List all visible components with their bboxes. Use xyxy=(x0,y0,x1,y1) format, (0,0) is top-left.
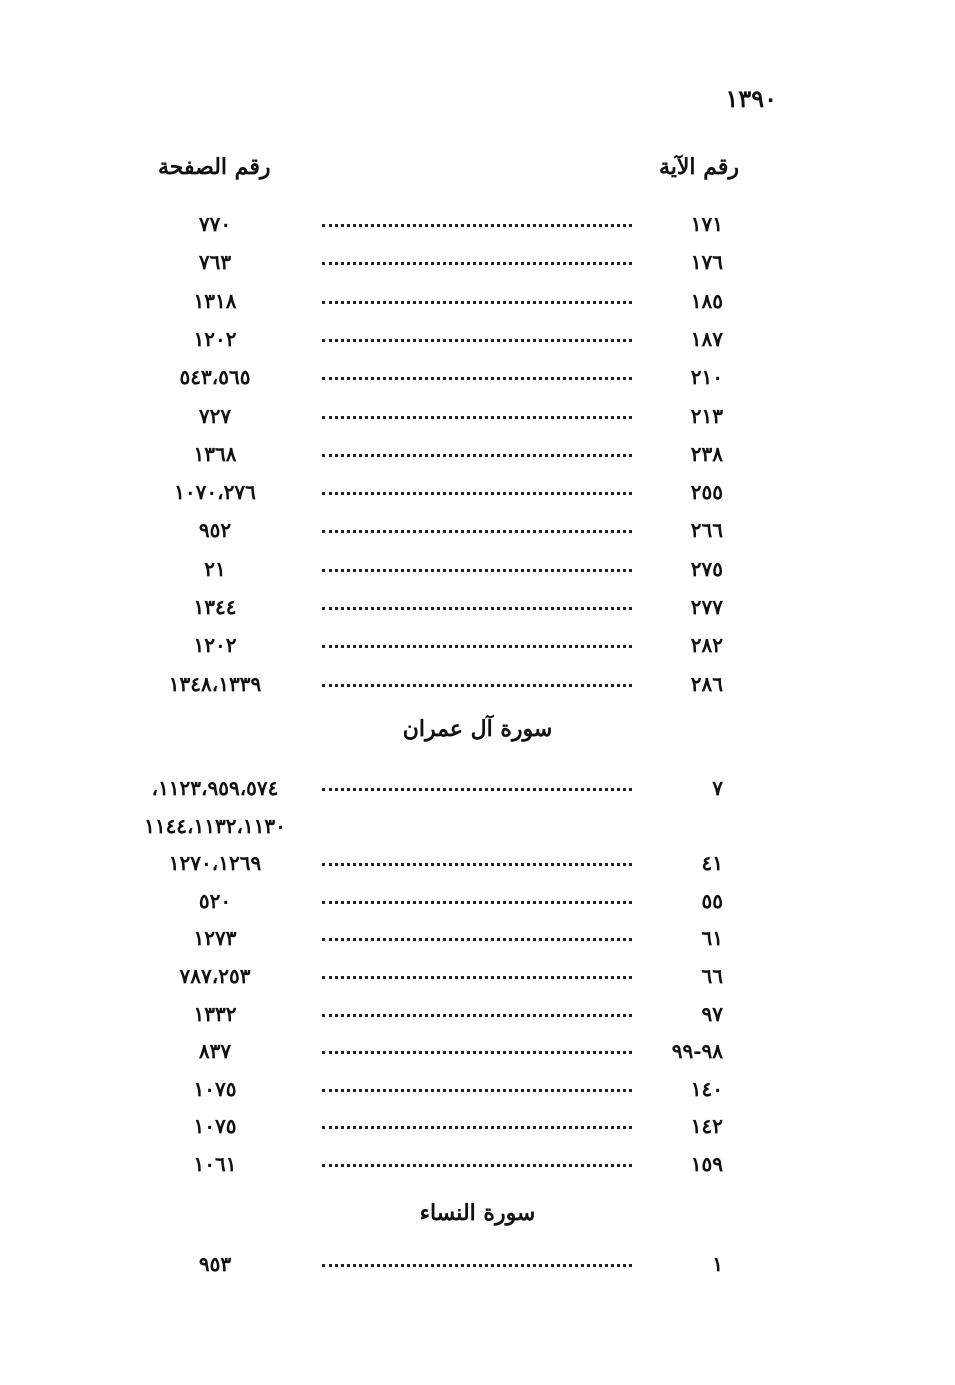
index-row xyxy=(0,1071,955,1109)
ayah-number: ٦٦ xyxy=(701,964,723,988)
page-reference: ١٢٠٢ xyxy=(193,633,237,658)
index-row xyxy=(0,627,955,665)
page-reference: ١٣٣٢ xyxy=(193,1001,237,1026)
index-row xyxy=(0,512,955,550)
dot-leader xyxy=(322,788,632,791)
dot-leader xyxy=(322,530,632,533)
dot-leader xyxy=(322,1051,632,1054)
ayah-number: ١ xyxy=(712,1252,723,1276)
dot-leader xyxy=(322,1126,632,1129)
index-row xyxy=(0,996,955,1034)
page-reference: ١٠٧٠،٢٧٦ xyxy=(174,480,256,505)
page-reference: ٩٥٣ xyxy=(198,1252,232,1276)
index-row xyxy=(0,398,955,436)
page-reference: ٥٤٣،٥٦٥ xyxy=(179,365,251,390)
page-reference: ٧٨٧،٢٥٣ xyxy=(179,964,251,988)
page-reference: ٥٢٠ xyxy=(198,888,232,913)
index-row xyxy=(0,1146,955,1184)
page-reference: ١١٢٣،٩٥٩،٥٧٤، xyxy=(151,776,279,800)
index-row xyxy=(0,920,955,958)
dot-leader xyxy=(322,1264,632,1267)
ayah-number: ١٥٩ xyxy=(690,1152,723,1176)
ayah-number: ١٧١ xyxy=(690,212,723,236)
ayah-number: ٢٧٧ xyxy=(690,595,723,619)
dot-leader xyxy=(322,645,632,648)
index-row xyxy=(0,474,955,512)
dot-leader xyxy=(322,607,632,610)
dot-leader xyxy=(322,863,632,866)
ayah-number: ٢١٣ xyxy=(690,403,723,428)
page-reference: ١٢٧٠،١٢٦٩ xyxy=(168,851,262,876)
page-reference: ٧٦٣ xyxy=(198,250,232,275)
dot-leader xyxy=(322,454,632,457)
surah-title-an-nisa: سورة النساء xyxy=(419,1200,536,1226)
page-reference: ٩٥٢ xyxy=(198,518,232,543)
page-reference: ٢١ xyxy=(204,556,226,581)
dot-leader xyxy=(322,684,632,687)
ayah-number: ٢٦٦ xyxy=(690,518,723,543)
index-row xyxy=(0,283,955,321)
index-row xyxy=(0,436,955,474)
index-row xyxy=(0,883,955,921)
page-reference: ١٠٧٥ xyxy=(193,1114,237,1139)
page-reference: ٧٧٠ xyxy=(198,212,232,236)
index-row xyxy=(0,1108,955,1146)
index-row xyxy=(0,808,955,846)
ayah-number: ٢٣٨ xyxy=(690,441,723,466)
ayah-number: ٩٧ xyxy=(701,1001,723,1026)
ayah-number: ٢٧٥ xyxy=(690,556,723,581)
page-reference: ١٣١٨ xyxy=(193,288,237,313)
index-row xyxy=(0,551,955,589)
dot-leader xyxy=(322,224,632,227)
page-reference: ٧٢٧ xyxy=(198,403,232,428)
index-row xyxy=(0,845,955,883)
page-number: ١٣٩٠ xyxy=(725,84,777,113)
index-row xyxy=(0,206,955,244)
dot-leader xyxy=(322,416,632,419)
dot-leader xyxy=(322,1089,632,1092)
ayah-number: ١٤٢ xyxy=(690,1114,723,1139)
index-row xyxy=(0,1033,955,1071)
page-reference: ١٣٦٨ xyxy=(193,441,237,466)
index-row xyxy=(0,589,955,627)
ayah-number: ٢٨٢ xyxy=(690,633,723,658)
dot-leader xyxy=(322,901,632,904)
ayah-number: ٧ xyxy=(712,776,723,800)
ayah-number: ١٨٧ xyxy=(690,326,723,351)
ayah-number: ٢٨٦ xyxy=(690,671,723,696)
dot-leader xyxy=(322,938,632,941)
dot-leader xyxy=(322,339,632,342)
ayah-number: ٥٥ xyxy=(701,888,723,913)
page-reference: ١٠٧٥ xyxy=(193,1076,237,1101)
dot-leader xyxy=(322,377,632,380)
ayah-column-header: رقم الآية xyxy=(658,154,739,180)
dot-leader xyxy=(322,262,632,265)
page-column-header: رقم الصفحة xyxy=(158,154,271,180)
ayah-number: ٦١ xyxy=(701,926,723,951)
dot-leader xyxy=(322,1164,632,1167)
ayah-number: ٢٥٥ xyxy=(690,480,723,505)
page-reference: ١١٤٤،١١٣٢،١١٣٠ xyxy=(144,813,286,838)
ayah-number: ٢١٠ xyxy=(690,365,723,390)
ayah-number: ٤١ xyxy=(701,851,723,876)
dot-leader xyxy=(322,569,632,572)
page-reference: ١٣٤٤ xyxy=(193,595,237,619)
dot-leader xyxy=(322,492,632,495)
index-row xyxy=(0,1246,955,1284)
page-reference: ١٢٧٣ xyxy=(193,926,237,951)
page-reference: ٨٣٧ xyxy=(198,1039,232,1064)
dot-leader xyxy=(322,976,632,979)
page-reference: ١٠٦١ xyxy=(193,1152,237,1176)
ayah-number: ١٧٦ xyxy=(690,250,723,275)
page-reference: ١٢٠٢ xyxy=(193,326,237,351)
index-row xyxy=(0,770,955,808)
index-row xyxy=(0,321,955,359)
page-reference: ١٣٤٨،١٣٣٩ xyxy=(168,671,262,696)
index-row xyxy=(0,359,955,397)
dot-leader xyxy=(322,301,632,304)
ayah-number: ١٨٥ xyxy=(690,288,723,313)
index-row xyxy=(0,958,955,996)
ayah-number: ١٤٠ xyxy=(690,1076,723,1101)
ayah-number: ٩٨-٩٩ xyxy=(671,1039,723,1064)
index-row xyxy=(0,244,955,282)
dot-leader xyxy=(322,1014,632,1017)
index-row xyxy=(0,666,955,704)
surah-title-al-imran: سورة آل عمران xyxy=(402,716,553,742)
